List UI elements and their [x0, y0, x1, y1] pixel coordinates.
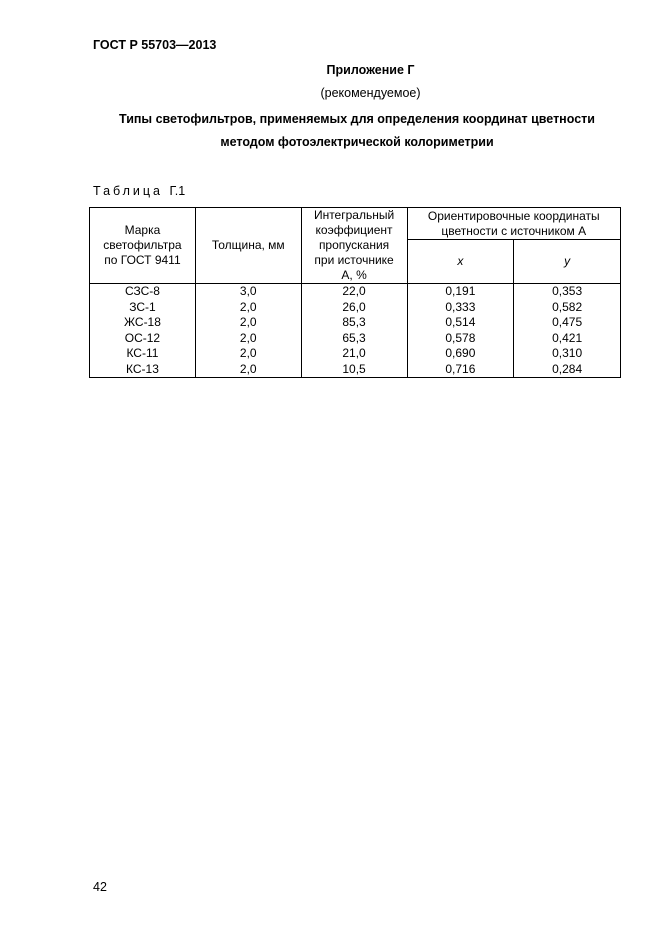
cell-coefficient: 21,0: [301, 346, 407, 362]
cell-y: 0,582: [514, 300, 621, 316]
column-header-coefficient-line: А, %: [341, 268, 367, 282]
cell-y: 0,284: [514, 362, 621, 378]
column-header-coefficient-line: при источнике: [314, 253, 394, 267]
cell-y: 0,353: [514, 284, 621, 300]
cell-coefficient: 65,3: [301, 331, 407, 347]
cell-thickness: 2,0: [195, 331, 301, 347]
cell-coefficient: 26,0: [301, 300, 407, 316]
cell-coefficient: 85,3: [301, 315, 407, 331]
table-row: [90, 331, 621, 347]
table-row: [90, 284, 621, 300]
cell-x: 0,191: [407, 284, 514, 300]
document-title-line-1: Типы светофильтров, применяемых для определения координат цветности: [119, 112, 595, 126]
document-code: ГОСТ Р 55703—2013: [93, 38, 217, 52]
cell-mark: КС-13: [90, 362, 196, 378]
cell-x: 0,578: [407, 331, 514, 347]
column-header-coefficient-line: Интегральный: [313, 208, 395, 222]
table-row: [90, 362, 621, 378]
column-header-coordinates-line: цветности с источником А: [441, 223, 587, 238]
cell-x: 0,514: [407, 315, 514, 331]
document-title: [93, 108, 621, 154]
cell-y: 0,421: [514, 331, 621, 347]
cell-mark: КС-11: [90, 346, 196, 362]
column-header-thickness: Толщина, мм: [195, 208, 301, 284]
cell-mark: ЖС-18: [90, 315, 196, 331]
filters-table: [89, 207, 621, 378]
cell-thickness: 2,0: [195, 362, 301, 378]
column-header-mark-line: светофильтра: [103, 238, 182, 252]
cell-thickness: 2,0: [195, 346, 301, 362]
column-header-mark-line: Марка: [124, 223, 161, 237]
cell-y: 0,310: [514, 346, 621, 362]
column-header-coefficient-line: пропускания: [318, 238, 390, 252]
column-header-coefficient: [301, 208, 407, 284]
appendix-status: (рекомендуемое): [320, 86, 421, 100]
cell-thickness: 3,0: [195, 284, 301, 300]
cell-x: 0,690: [407, 346, 514, 362]
cell-x: 0,333: [407, 300, 514, 316]
column-header-x: x: [407, 240, 514, 284]
column-header-coordinates-line: Ориентировочные координаты: [427, 208, 600, 223]
appendix-title: Приложение Г: [326, 63, 415, 77]
column-header-coordinates: [407, 208, 621, 240]
cell-mark: ЗС-1: [90, 300, 196, 316]
column-header-coefficient-line: коэффициент: [315, 223, 393, 237]
table-caption-word: Таблица: [93, 184, 164, 198]
document-title-line-2: методом фотоэлектрической колориметрии: [220, 135, 494, 149]
cell-thickness: 2,0: [195, 315, 301, 331]
page-number: 42: [93, 880, 107, 894]
column-header-mark-line: по ГОСТ 9411: [104, 253, 181, 267]
table-caption: [93, 184, 185, 198]
table-row: [90, 300, 621, 316]
table-caption-number: Г.1: [169, 184, 186, 198]
cell-coefficient: 22,0: [301, 284, 407, 300]
cell-thickness: 2,0: [195, 300, 301, 316]
cell-y: 0,475: [514, 315, 621, 331]
cell-x: 0,716: [407, 362, 514, 378]
column-header-mark: [90, 208, 196, 284]
cell-mark: ОС-12: [90, 331, 196, 347]
cell-coefficient: 10,5: [301, 362, 407, 378]
cell-mark: СЗС-8: [90, 284, 196, 300]
table-row: [90, 346, 621, 362]
table-row: [90, 315, 621, 331]
column-header-y: y: [514, 240, 621, 284]
